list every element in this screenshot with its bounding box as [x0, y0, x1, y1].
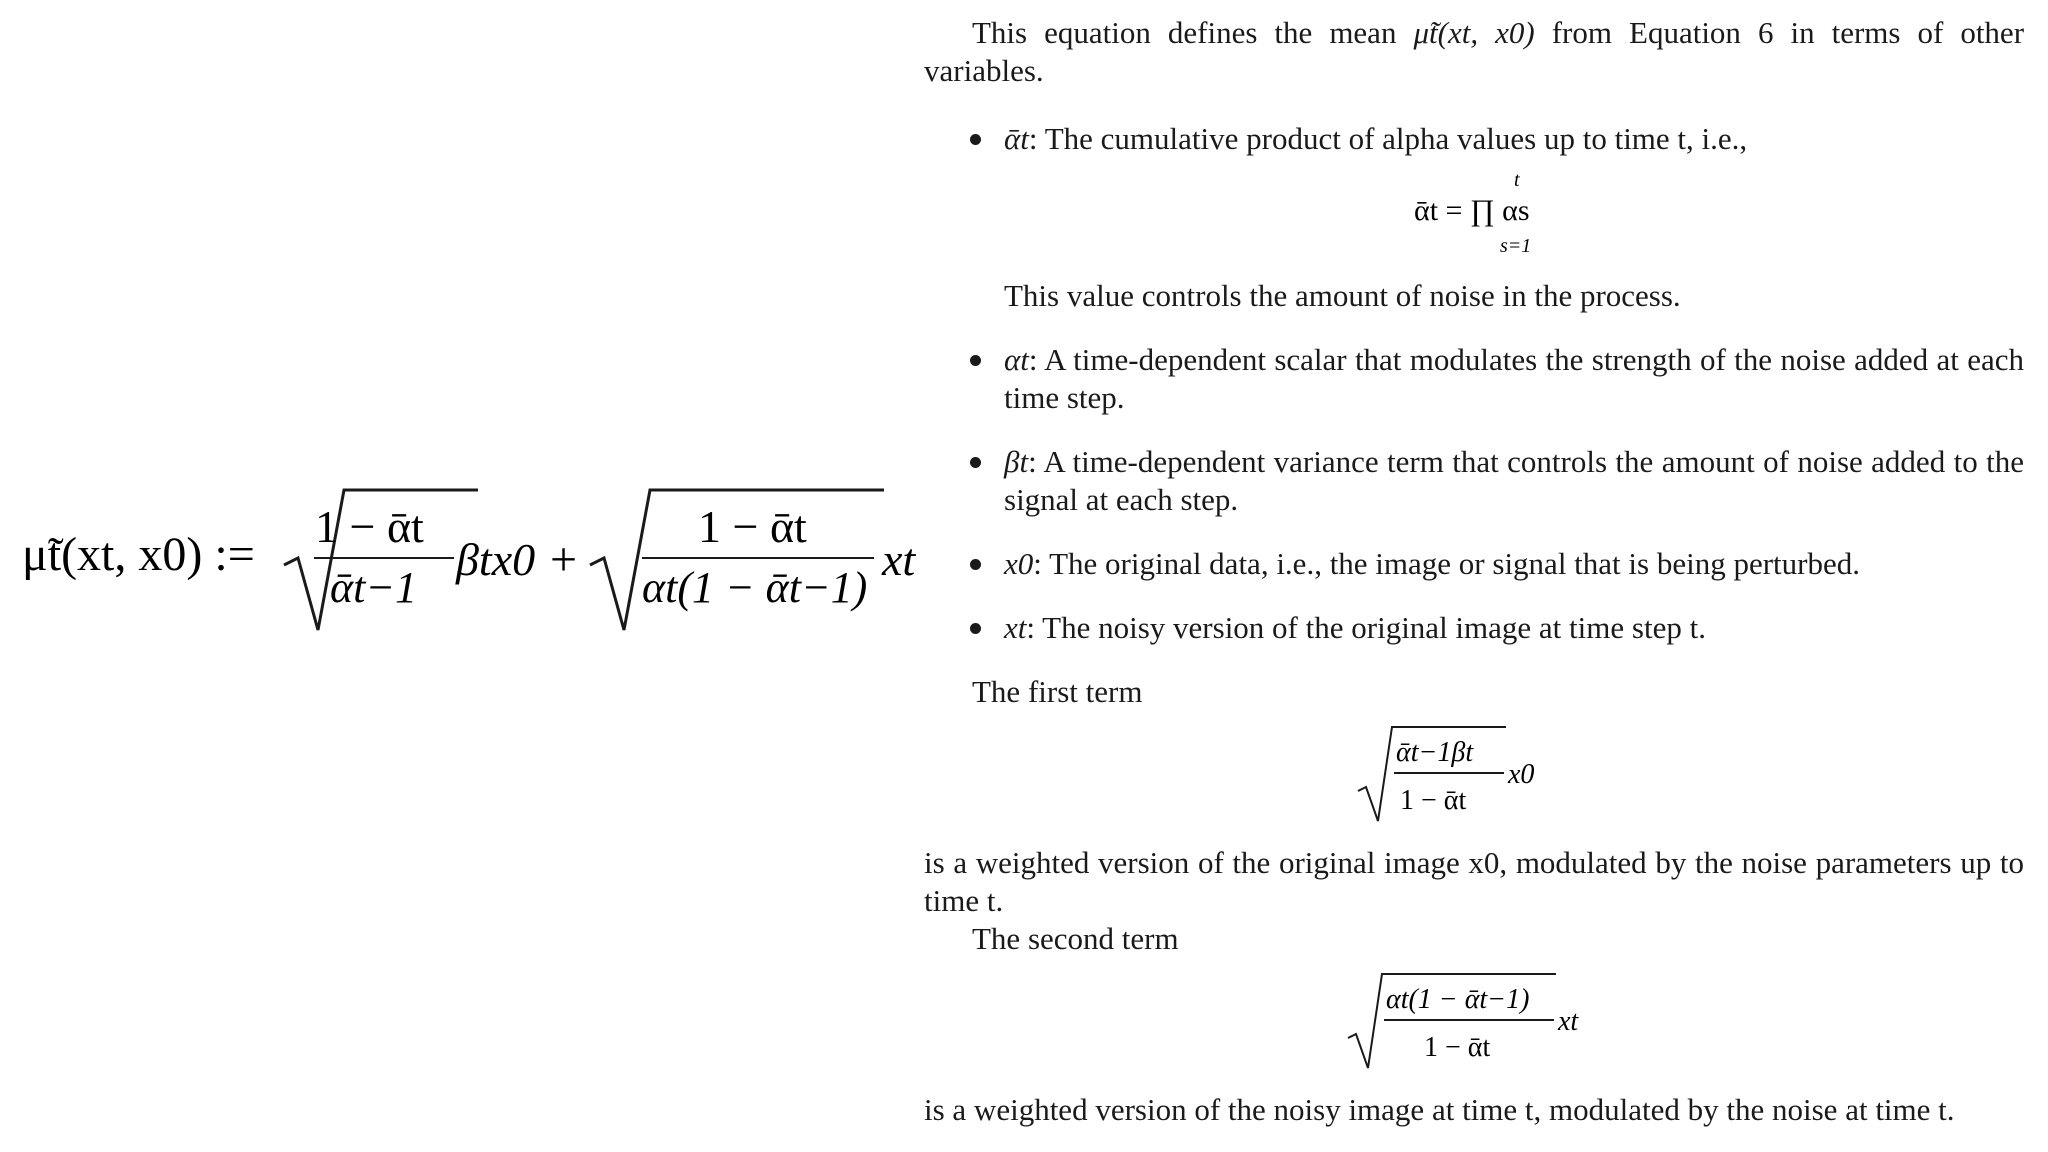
bullet-text: : A time-dependent scalar that modulates the strength of the noise added at each time step. [1004, 342, 2024, 415]
bullet-dot [970, 134, 981, 145]
bullet-symbol: xt [1004, 610, 1027, 645]
first-term-factor: x0 [1508, 759, 1535, 790]
second-term-description: is a weighted version of the noisy image at time t, modulated by the noise at time t. [924, 1092, 1955, 1127]
product-upper-limit: t [1514, 169, 1520, 191]
product-lower-limit: s=1 [1500, 235, 1532, 257]
intro-paragraph [924, 14, 2024, 90]
bullet-text: : The original data, i.e., the image or signal that is being perturbed. [1033, 546, 1860, 581]
explanation [924, 14, 2024, 1129]
bullet-text: : A time-dependent variance term that controls the amount of noise added to the signal at each step. [1004, 444, 2024, 517]
term2-numerator: 1 − ᾱt [698, 501, 807, 552]
second-term-svg [1344, 968, 1604, 1072]
list-item [924, 120, 2024, 315]
first-term-svg [1354, 721, 1594, 825]
term2-denominator: αt(1 − ᾱt−1) [642, 563, 868, 612]
bullet-symbol: x0 [1004, 546, 1034, 581]
main-equation-lhs: μ̃t(xt, x0) := [22, 528, 255, 581]
main-equation [22, 480, 916, 650]
term1-numerator: 1 − ᾱt [315, 501, 424, 552]
bullet-followup: This value controls the amount of noise in the process. [1004, 278, 1681, 313]
bullet-dot [970, 457, 981, 468]
bullet-dot [970, 559, 981, 570]
intro-text-before: This equation defines the mean [972, 15, 1397, 50]
first-term-equation [924, 721, 2024, 834]
second-term-equation [924, 968, 2024, 1081]
first-term-numerator: ᾱt−1βt [1396, 737, 1474, 768]
second-term-label: The second term [972, 921, 1179, 956]
term2-factor: xt [882, 534, 916, 585]
intro-text-after: from Equation 6 in terms of other variables. [924, 15, 2025, 88]
product-equation-svg [1414, 168, 1614, 258]
second-term-numerator: αt(1 − ᾱt−1) [1386, 984, 1530, 1015]
second-term-factor: xt [1558, 1006, 1579, 1037]
term1-denominator: ᾱt−1 [330, 563, 418, 612]
list-item [924, 609, 2024, 647]
second-term-denominator: 1 − ᾱt [1424, 1032, 1491, 1063]
term1-factor: βtx0 [456, 534, 536, 585]
bullet-text: : The noisy version of the original image at time step t. [1026, 610, 1706, 645]
plus-sign: + [550, 533, 578, 586]
bullet-dot [970, 355, 981, 366]
bullet-symbol: βt [1004, 444, 1029, 479]
bullet-symbol: αt [1004, 342, 1029, 377]
list-item [924, 545, 2024, 583]
bullet-symbol: ᾱt [1004, 121, 1029, 156]
first-term-description: is a weighted version of the original image x0, modulated by the noise parameters up to time t. [924, 845, 2024, 918]
intro-symbol: μ̃t(xt, x0) [1413, 15, 1535, 50]
bullet-dot [970, 623, 981, 634]
product-expression: ᾱt = ∏ αs [1414, 194, 1530, 227]
first-term-label: The first term [972, 674, 1143, 709]
product-equation [1004, 168, 2024, 267]
bullet-text: : The cumulative product of alpha values up to time t, i.e., [1028, 121, 1748, 156]
variable-list [924, 120, 2024, 647]
list-item [924, 443, 2024, 519]
list-item [924, 341, 2024, 417]
first-term-denominator: 1 − ᾱt [1400, 785, 1467, 816]
